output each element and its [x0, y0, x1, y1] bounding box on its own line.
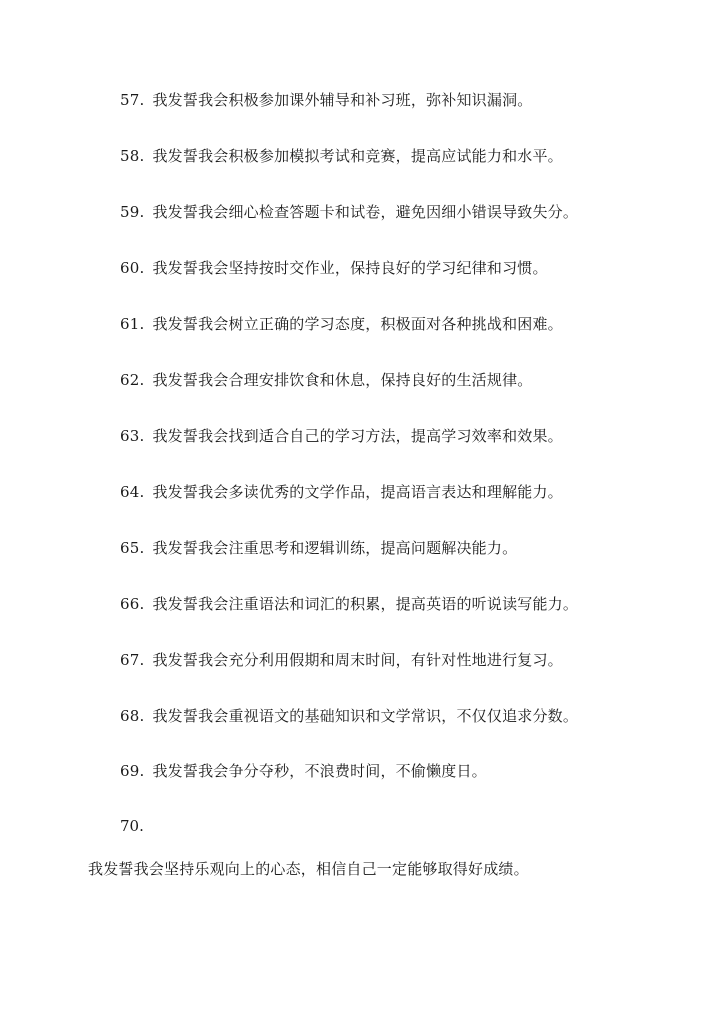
item-number: 62.: [120, 371, 145, 389]
list-item: [120, 538, 517, 558]
item-text: 我发誓我会细心检查答题卡和试卷，避免因细小错误导致失分。: [152, 203, 579, 221]
item-number: 66.: [120, 595, 145, 613]
list-item: [120, 761, 487, 781]
list-item: [120, 202, 578, 222]
item-number: 57.: [120, 91, 145, 109]
list-item: [120, 146, 563, 166]
list-item: [120, 90, 532, 110]
list-item: [120, 426, 563, 446]
list-item: [120, 650, 563, 670]
item-number: 70.: [120, 817, 144, 835]
list-item: [120, 370, 532, 390]
item-text: 我发誓我会重视语文的基础知识和文学常识，不仅仅追求分数。: [152, 707, 579, 725]
list-item: [120, 482, 563, 502]
item-number: 69.: [120, 762, 145, 780]
item-number: 65.: [120, 539, 145, 557]
list-item: [120, 314, 563, 334]
item-text: 我发誓我会树立正确的学习态度，积极面对各种挑战和困难。: [152, 315, 563, 333]
item-text: 我发誓我会注重语法和词汇的积累，提高英语的听说读写能力。: [152, 595, 579, 613]
item-text: 我发誓我会注重思考和逻辑训练，提高问题解决能力。: [152, 539, 518, 557]
item-text: 我发誓我会多读优秀的文学作品，提高语言表达和理解能力。: [152, 483, 563, 501]
item-number: 59.: [120, 203, 145, 221]
item-number: 68.: [120, 707, 145, 725]
item-text: 我发誓我会找到适合自己的学习方法，提高学习效率和效果。: [152, 427, 563, 445]
item-number: 61.: [120, 315, 145, 333]
item-text: 我发誓我会积极参加模拟考试和竞赛，提高应试能力和水平。: [152, 147, 563, 165]
item-number: 58.: [120, 147, 145, 165]
item-text: 我发誓我会坚持乐观向上的心态，相信自己一定能够取得好成绩。: [88, 860, 529, 878]
list-item: [120, 706, 578, 726]
item-text: 我发誓我会争分夺秒，不浪费时间，不偷懒度日。: [152, 762, 487, 780]
list-item: [120, 594, 578, 614]
item-text: 我发誓我会积极参加课外辅导和补习班，弥补知识漏洞。: [152, 91, 533, 109]
item-text: 我发誓我会坚持按时交作业，保持良好的学习纪律和习惯。: [152, 259, 548, 277]
item-number: 67.: [120, 651, 145, 669]
item-text: 我发誓我会充分利用假期和周末时间，有针对性地进行复习。: [152, 651, 563, 669]
item-number: 64.: [120, 483, 145, 501]
item-number: 63.: [120, 427, 145, 445]
list-item: [120, 258, 548, 278]
item-text: 我发誓我会合理安排饮食和休息，保持良好的生活规律。: [152, 371, 533, 389]
item-number: 60.: [120, 259, 145, 277]
